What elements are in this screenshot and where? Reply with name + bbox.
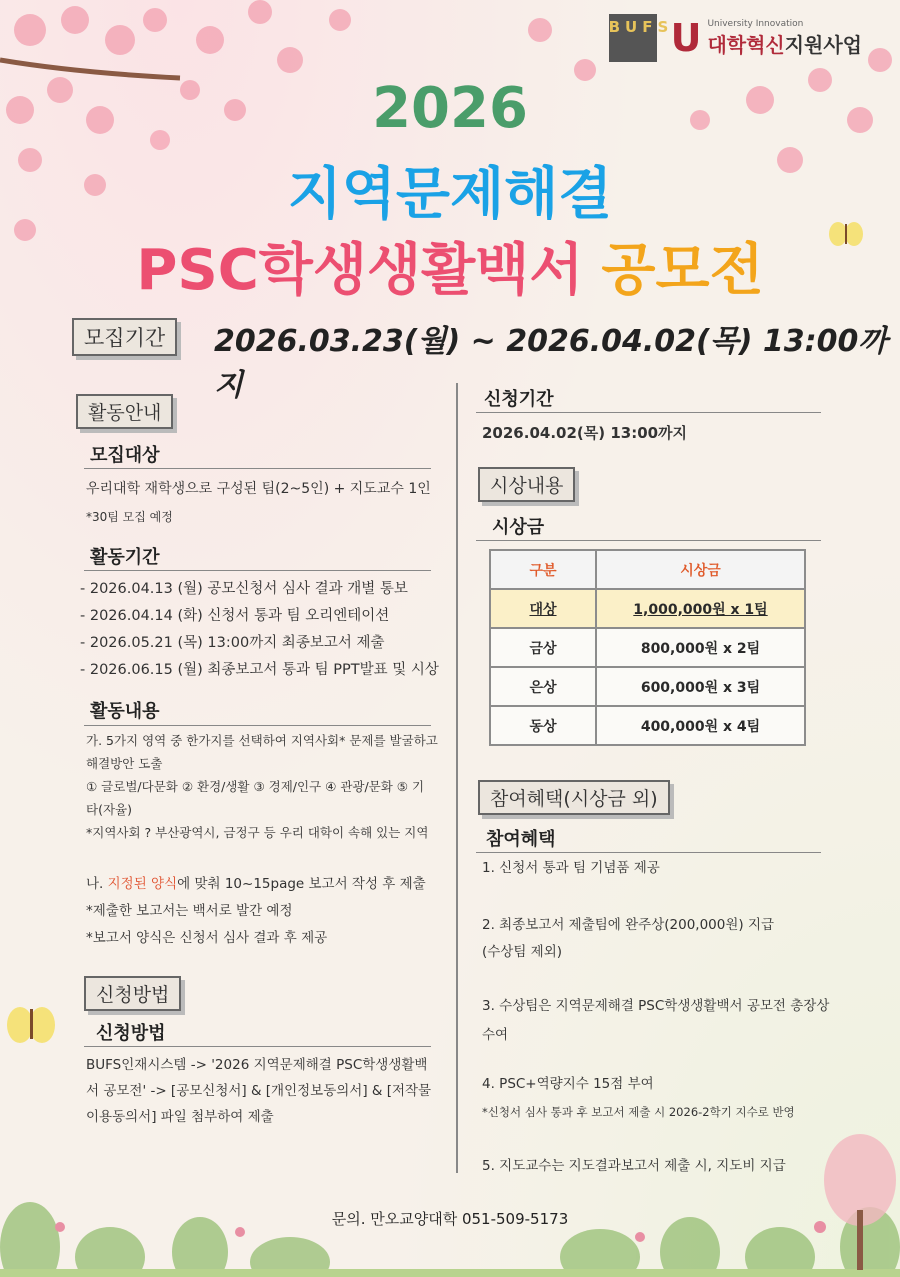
activity-content-rule	[84, 725, 431, 726]
table-row: 동상 400,000원 x 4팀	[490, 706, 805, 745]
prize-table-header: 구분	[490, 550, 596, 589]
logo-group	[609, 14, 862, 62]
prize-table-header: 시상금	[596, 550, 805, 589]
footer-contact: 문의. 만오교양대학 051-509-5173	[331, 1210, 569, 1228]
bufs-logo: BUFS	[609, 14, 657, 62]
award-tag: 시상내용	[478, 467, 575, 502]
title-main	[0, 226, 900, 306]
title-year: 2026	[372, 76, 528, 141]
recruit-period-text: 2026.03.23(월) ~ 2026.04.02(목) 13:00까지	[214, 324, 888, 403]
apply-method-tag: 신청방법	[84, 976, 181, 1011]
activity-period-rule	[84, 570, 431, 571]
table-row: 대상 1,000,000원 x 1팀	[490, 589, 805, 628]
benefit-5: 5. 지도교수는 지도결과보고서 제출 시, 지도비 지급	[482, 1158, 786, 1174]
list-item: - 2026.04.13 (월) 공모신청서 심사 결과 개별 통보	[80, 581, 408, 597]
list-item: - 2026.06.15 (월) 최종보고서 통과 팀 PPT발표 및 시상	[80, 662, 439, 678]
target-note: *30팀 모집 예정	[86, 510, 173, 524]
benefit-3: 3. 수상팀은 지역문제해결 PSC학생생활백서 공모전 총장상 수여	[482, 998, 830, 1043]
table-row: 금상 800,000원 x 2팀	[490, 628, 805, 667]
recruit-period-tag: 모집기간	[72, 318, 177, 356]
benefit-4: 4. PSC+역량지수 15점 부여	[482, 1076, 654, 1092]
uni-logo-subtitle: University Innovation	[707, 18, 804, 29]
activity-info-tag: 활동안내	[76, 394, 173, 429]
pink-tree	[820, 1120, 900, 1270]
benefit-tag: 참여혜택(시상금 외)	[478, 780, 670, 815]
prize-rule	[476, 540, 821, 541]
title-subtitle: 지역문제해결	[287, 162, 613, 227]
apply-method-rule	[84, 1046, 431, 1047]
target-heading: 모집대상	[90, 445, 160, 466]
benefit-heading: 참여혜택	[486, 829, 556, 850]
benefit-2: 2. 최종보고서 제출팀에 완주상(200,000원) 지급 (수상팀 제외)	[482, 917, 775, 960]
table-row: 은상 600,000원 x 3팀	[490, 667, 805, 706]
uni-logo-icon: U	[670, 16, 702, 60]
title-main-orange: 공모전	[601, 238, 764, 303]
activity-period-heading: 활동기간	[90, 547, 160, 568]
prize-table	[489, 549, 806, 746]
target-text: 우리대학 재학생으로 구성된 팀(2~5인) + 지도교수 1인	[86, 481, 431, 497]
target-rule	[84, 468, 431, 469]
butterfly-icon	[4, 995, 60, 1051]
highlight-form: 지정된 양식	[107, 876, 178, 892]
benefit-1: 1. 신청서 통과 팀 기념품 제공	[482, 860, 660, 876]
activity-period-list	[80, 576, 439, 684]
activity-content-a: 가. 5가지 영역 중 한가지를 선택하여 지역사회* 문제를 발굴하고 해결방안 도출 ① 글로벌/다문화 ② 환경/생활 ③ 경제/인구 ④ 관광/문화 ⑤ 기 타(자율) *지역사회 ? 부산광역시, 금정구 등 우리 대학이 속해 있는 지역	[86, 733, 438, 840]
benefit-rule	[476, 852, 821, 853]
activity-content-heading: 활동내용	[90, 701, 160, 722]
activity-content-b: 나. 지정된 양식에 맞춰 10~15page 보고서 작성 후 제출 *제출한 보고서는 백서로 발간 예정 *보고서 양식은 신청서 심사 결과 후 제공	[86, 876, 426, 946]
apply-period-text: 2026.04.02(목) 13:00까지	[482, 424, 688, 442]
uni-logo-title: 대학혁신지원사업	[707, 32, 862, 57]
apply-method-heading: 신청방법	[96, 1023, 166, 1044]
university-innovation-logo	[671, 16, 862, 60]
list-item: - 2026.04.14 (화) 신청서 통과 팀 오리엔테이션	[80, 608, 390, 624]
apply-period-rule	[476, 412, 821, 413]
apply-period-heading: 신청기간	[484, 389, 554, 410]
column-divider	[456, 383, 458, 1173]
list-item: - 2026.05.21 (목) 13:00까지 최종보고서 제출	[80, 635, 385, 651]
apply-method-text: BUFS인재시스템 -> '2026 지역문제해결 PSC학생생활백 서 공모전' -> [공모신청서] & [개인정보동의서] & [저작물 이용동의서] 파일 첨부하여 제출	[86, 1057, 432, 1125]
prize-heading: 시상금	[492, 517, 545, 538]
title-main-pink: PSC학생생활백서	[136, 238, 584, 303]
benefit-4-note: *신청서 심사 통과 후 보고서 제출 시 2026-2학기 지수로 반영	[482, 1105, 795, 1119]
